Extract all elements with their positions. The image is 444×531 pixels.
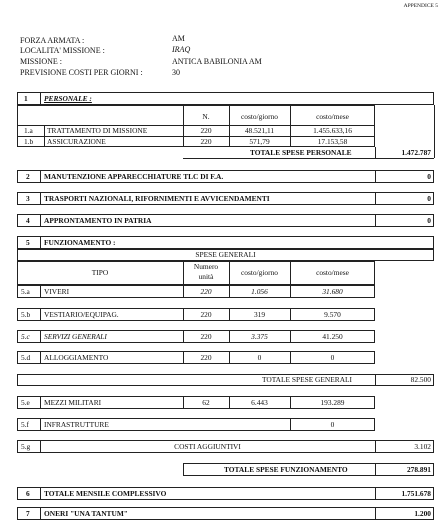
row-label: COSTI AGGIUNTIVI <box>174 442 241 451</box>
section-3-value: 0 <box>427 194 431 203</box>
section-4-number: 4 <box>26 216 30 225</box>
section-6-number: 6 <box>26 489 30 498</box>
total-spese-generali-value: 82.500 <box>410 375 431 384</box>
row-costo-giorno: 48.521,11 <box>244 126 275 135</box>
appendix-label: APPENDICE 5 <box>403 3 438 9</box>
row-costo-mese: 0 <box>330 420 335 429</box>
row-costo-mese: 193.289 <box>320 398 345 407</box>
total-personale-value: 1.472.787 <box>401 148 431 157</box>
col-tipo-header: TIPO <box>91 268 109 277</box>
row-n: 220 <box>200 287 212 296</box>
row-n: 220 <box>200 353 212 362</box>
col-numero-header: Numero <box>193 262 219 271</box>
total-funzionamento-label: TOTALE SPESE FUNZIONAMENTO <box>224 465 348 474</box>
missione-value: ANTICA BABILONIA AM <box>172 57 262 66</box>
section-4-title: APPRONTAMENTO IN PATRIA <box>44 216 152 225</box>
row-costo-mese: 0 <box>330 353 335 362</box>
section-2-number: 2 <box>26 172 30 181</box>
section-1-title: PERSONALE : <box>44 94 92 103</box>
col-costo-giorno-header: costo/giorno <box>241 112 278 121</box>
row-costo-mese: 1.455.633,16 <box>313 126 352 135</box>
row-n: 220 <box>200 310 212 319</box>
row-costo-giorno: 1.056 <box>251 287 268 296</box>
row-id: 1.a <box>24 126 33 135</box>
row-costo-mese: 31.680 <box>322 287 343 296</box>
row-costo-mese: 17.153,58 <box>317 137 348 146</box>
row-id: 5.a <box>21 287 30 296</box>
row-id: 5.f <box>21 420 30 429</box>
section-1-number: 1 <box>24 94 28 103</box>
section-7-value: 1.200 <box>414 509 431 518</box>
row-costo-mese: 9.570 <box>324 310 341 319</box>
section-7-title: ONERI "UNA TANTUM" <box>44 509 128 518</box>
row-n: 220 <box>200 137 212 146</box>
row-value: 3.102 <box>414 442 431 451</box>
row-costo-giorno: 6.443 <box>251 398 268 407</box>
col-costo-giorno-header: costo/giorno <box>241 268 278 277</box>
row-id: 5.g <box>21 442 31 451</box>
row-id: 1.b <box>24 137 34 146</box>
section-7-number: 7 <box>26 509 30 518</box>
section-5-number: 5 <box>26 238 30 247</box>
localita-value: IRAQ <box>172 45 191 54</box>
row-label: ASSICURAZIONE <box>47 137 106 146</box>
section-5-title: FUNZIONAMENTO : <box>44 238 116 247</box>
total-personale-label: TOTALE SPESE PERSONALE <box>250 148 352 157</box>
row-label: VIVERI <box>44 287 70 296</box>
previsione-value: 30 <box>172 68 180 77</box>
row-costo-giorno: 319 <box>253 310 266 319</box>
row-costo-giorno: 0 <box>257 353 262 362</box>
row-label: SERVIZI GENERALI <box>44 332 107 341</box>
total-spese-generali-label: TOTALE SPESE GENERALI <box>262 375 353 384</box>
missione-label: MISSIONE : <box>20 57 63 66</box>
total-funzionamento-value: 278.891 <box>406 465 431 474</box>
row-label: INFRASTRUTTURE <box>44 420 109 429</box>
row-n: 220 <box>200 126 212 135</box>
section-2-value: 0 <box>427 172 431 181</box>
section-4-value: 0 <box>427 216 431 225</box>
col-unita-header: unità <box>198 272 214 281</box>
col-costo-mese-header: costo/mese <box>316 268 349 277</box>
previsione-label: PREVISIONE COSTI PER GIORNI : <box>20 68 143 77</box>
row-id: 5.b <box>21 310 31 319</box>
row-id: 5.c <box>21 332 30 341</box>
forza-armata-label: FORZA ARMATA : <box>20 36 85 45</box>
row-costo-mese: 41.250 <box>322 332 343 341</box>
col-n-header: N. <box>202 112 210 121</box>
row-costo-giorno: 571,79 <box>249 137 270 146</box>
row-label: TRATTAMENTO DI MISSIONE <box>47 126 148 135</box>
localita-label: LOCALITA' MISSIONE : <box>20 46 105 55</box>
row-id: 5.e <box>21 398 30 407</box>
row-label: MEZZI MILITARI <box>44 398 102 407</box>
total-spese-generali-row <box>17 374 434 386</box>
section-3-title: TRASPORTI NAZIONALI, RIFORNIMENTI E AVVICENDAMENTI <box>44 194 270 203</box>
section-6-value: 1.751.678 <box>401 489 431 498</box>
section-6-title: TOTALE MENSILE COMPLESSIVO <box>44 489 167 498</box>
row-n: 62 <box>202 398 210 407</box>
spese-generali-heading: SPESE GENERALI <box>195 250 256 259</box>
row-id: 5.d <box>21 353 31 362</box>
section-2-title: MANUTENZIONE APPARECCHIATURE TLC DI F.A. <box>44 172 224 181</box>
row-costo-giorno: 3.375 <box>251 332 268 341</box>
forza-armata-value: AM <box>172 34 185 43</box>
col-costo-mese-header: costo/mese <box>316 112 349 121</box>
section-3-number: 3 <box>26 194 30 203</box>
row-label: VESTIARIO/EQUIPAG. <box>44 310 119 319</box>
row-n: 220 <box>200 332 212 341</box>
row-label: ALLOGGIAMENTO <box>44 353 109 362</box>
